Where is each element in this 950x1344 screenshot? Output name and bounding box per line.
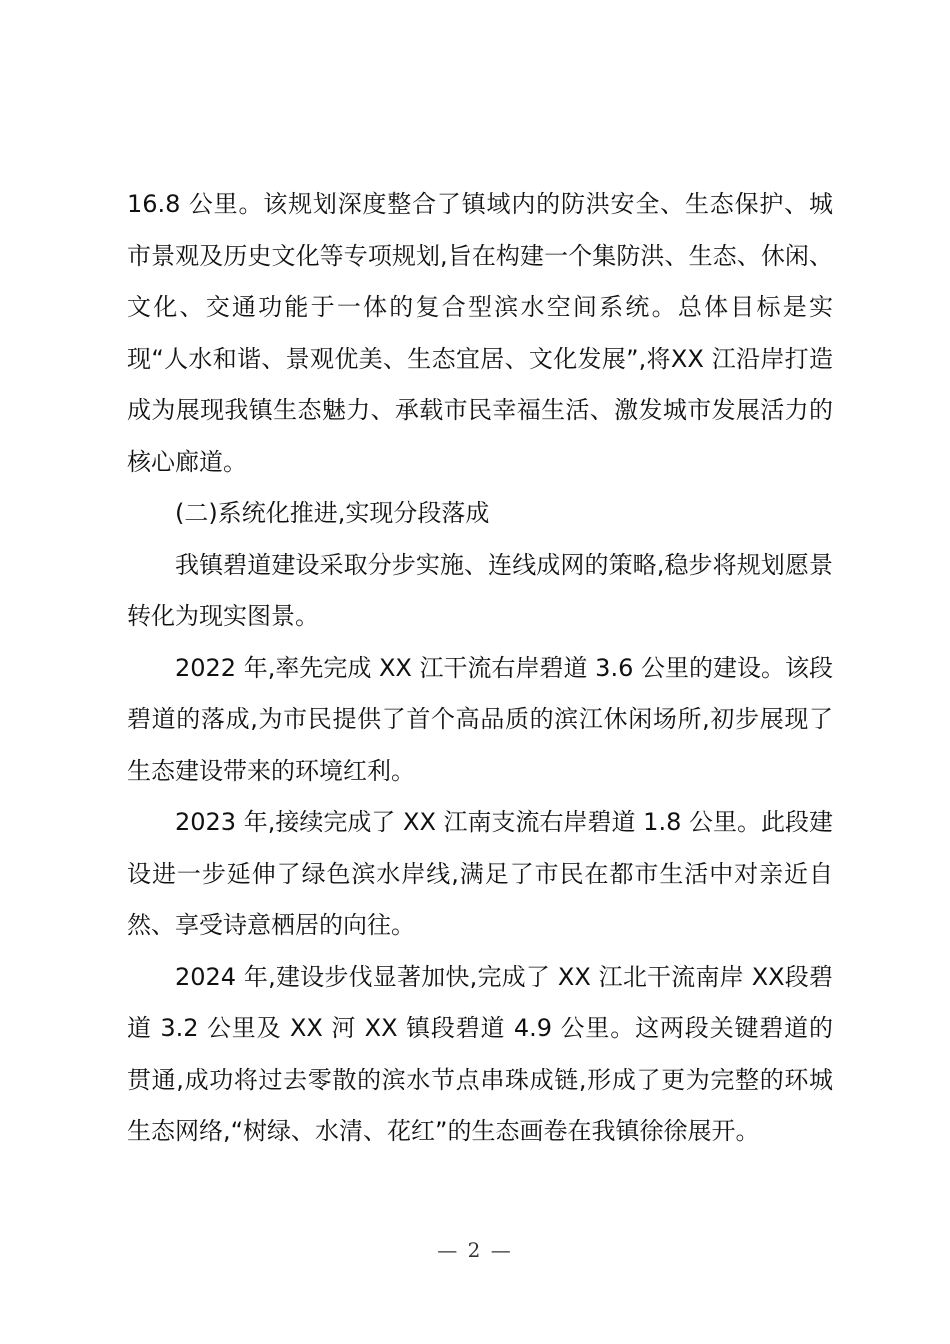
body-paragraph: 我镇碧道建设采取分步实施、连线成网的策略,稳步将规划愿景转化为现实图景。 (127, 550, 833, 630)
body-paragraph: 2022 年,率先完成 XX 江干流右岸碧道 3.6 公里的建设。该段碧道的落成,为市民提供了首个高品质的滨江休闲场所,初步展现了生态建设带来的环境红利。 (127, 653, 833, 785)
document-body (127, 179, 833, 1158)
body-paragraph: 2023 年,接续完成了 XX 江南支流右岸碧道 1.8 公里。此段建设进一步延伸了绿色滨水岸线,满足了市民在都市生活中对亲近自然、享受诗意栖居的向往。 (127, 808, 833, 939)
body-paragraph: 16.8 公里。该规划深度整合了镇域内的防洪安全、生态保护、城市景观及历史文化等专项规划,旨在构建一个集防洪、生态、休闲、文化、交通功能于一体的复合型滨水空间系统。总体目标是实现“人水和谐、景观优美、生态宜居、文化发展”,将XX 江沿岸打造成为展现我镇生态魅力、承载市民幸福生活、激发城市发展活力的核心廊道。 (127, 190, 833, 476)
section-heading: (二)系统化推进,实现分段落成 (175, 499, 490, 527)
page-number: — 2 — (437, 1238, 513, 1262)
body-paragraph: 2024 年,建设步伐显著加快,完成了 XX 江北干流南岸 XX段碧道 3.2 公里及 XX 河 XX 镇段碧道 4.9 公里。这两段关键碧道的贯通,成功将过去零散的滨水节点串珠成链,形成了更为完整的环城生态网络,“树绿、水清、花红”的生态画卷在我镇徐徐展开。 (127, 962, 833, 1145)
